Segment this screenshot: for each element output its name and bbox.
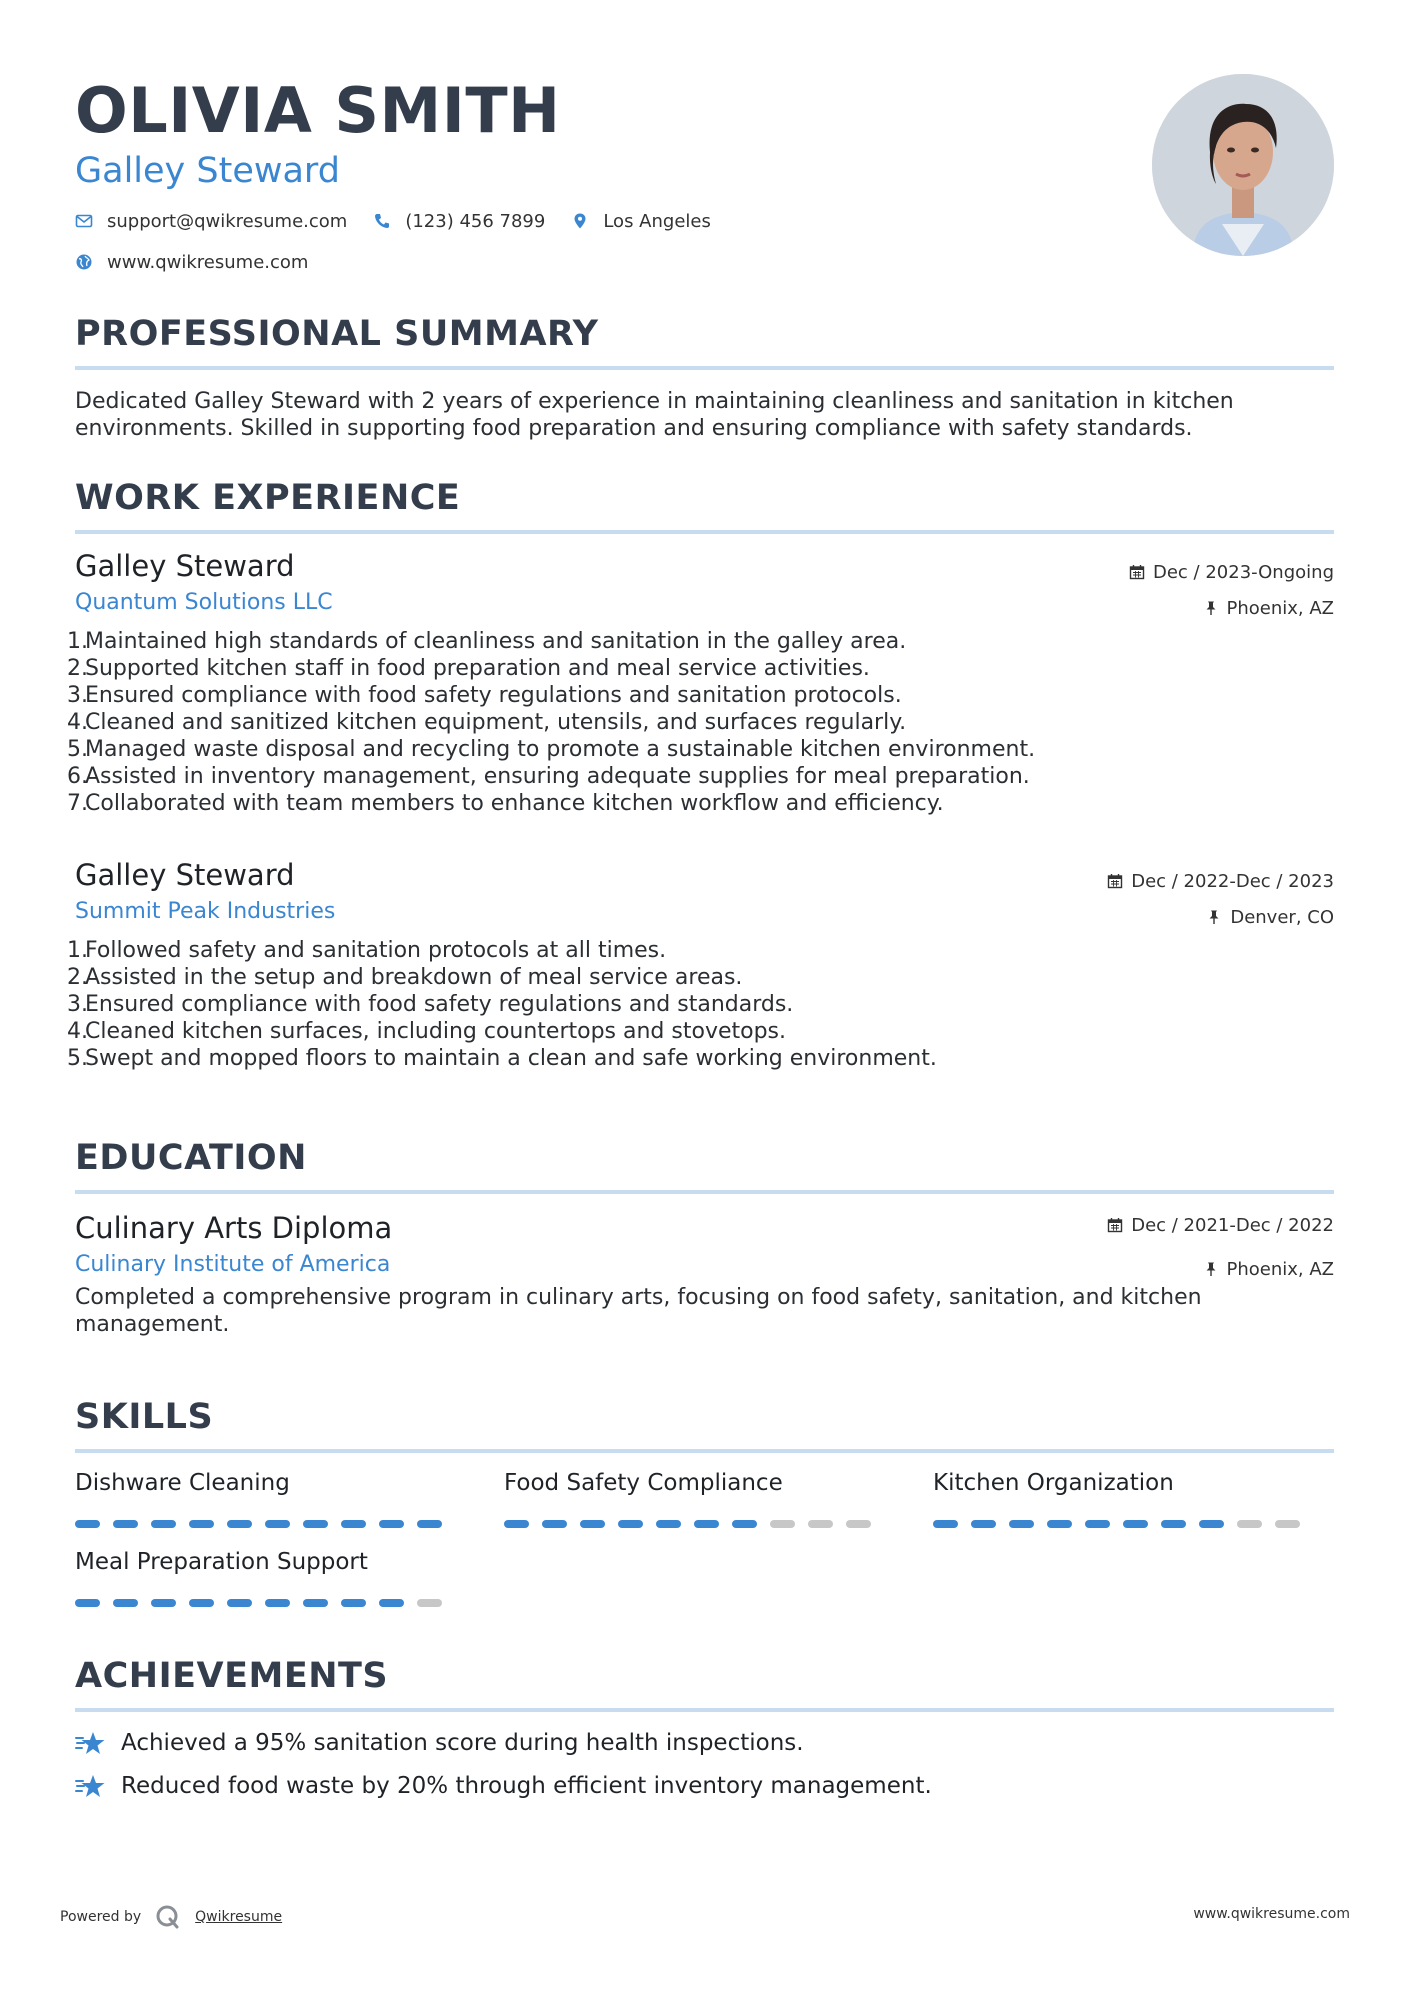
skill-dash-filled <box>1199 1520 1224 1528</box>
portrait-illustration <box>1152 74 1334 256</box>
education-location: Phoenix, AZ <box>1226 1258 1334 1280</box>
skill-dash-filled <box>227 1520 252 1528</box>
skill-level-bar <box>504 1520 884 1528</box>
skill-dash-filled <box>151 1520 176 1528</box>
skill-name: Food Safety Compliance <box>504 1470 783 1496</box>
skill-name: Dishware Cleaning <box>75 1470 290 1496</box>
profile-photo <box>1152 74 1334 256</box>
skill-name: Meal Preparation Support <box>75 1549 368 1575</box>
list-item: 6. Assisted in inventory management, ensuring adequate supplies for meal preparation. <box>67 764 1030 789</box>
map-pin-icon <box>571 212 589 230</box>
school-name: Culinary Institute of America <box>75 1252 391 1277</box>
section-divider <box>75 366 1334 370</box>
list-item: 2. Assisted in the setup and breakdown of meal service areas. <box>67 965 743 990</box>
achievement-item <box>75 1726 1334 1760</box>
list-item: 7. Collaborated with team members to enhance kitchen workflow and efficiency. <box>67 791 944 816</box>
skill-dash-empty <box>417 1599 442 1607</box>
job-company: Summit Peak Industries <box>75 899 336 924</box>
skills-heading: SKILLS <box>75 1397 214 1437</box>
section-divider <box>75 1449 1334 1453</box>
skill-dash-filled <box>189 1599 214 1607</box>
achievements-section <box>75 1654 1334 1812</box>
globe-icon <box>75 253 93 271</box>
skill-dash-filled <box>656 1520 681 1528</box>
pushpin-icon <box>1203 1261 1219 1277</box>
list-item: 1. Followed safety and sanitation protocols at all times. <box>67 938 667 963</box>
skill-dash-empty <box>1275 1520 1300 1528</box>
skill-dash-filled <box>75 1520 100 1528</box>
list-item: 2. Supported kitchen staff in food preparation and meal service activities. <box>67 656 870 681</box>
skill-dash-filled <box>303 1599 328 1607</box>
skill-level-bar <box>75 1599 455 1607</box>
job-date: Dec / 2023-Ongoing <box>1153 561 1334 583</box>
candidate-role: Galley Steward <box>75 151 340 191</box>
skill-dash-filled <box>971 1520 996 1528</box>
education-section <box>75 1136 1334 1194</box>
job-title: Galley Steward <box>75 549 295 583</box>
job-title: Galley Steward <box>75 858 295 892</box>
skill-level-bar <box>75 1520 455 1528</box>
section-divider <box>75 1708 1334 1712</box>
section-divider <box>75 1190 1334 1194</box>
job-location: Denver, CO <box>1230 906 1334 928</box>
list-item: 1. Maintained high standards of cleanliness and sanitation in the galley area. <box>67 629 907 654</box>
brand-link[interactable]: Qwikresume <box>195 1909 283 1925</box>
powered-by-label: Powered by <box>60 1909 142 1925</box>
achievement-text: Achieved a 95% sanitation score during health inspections. <box>121 1730 804 1756</box>
footer-url[interactable]: www.qwikresume.com <box>1193 1906 1350 1922</box>
education-meta <box>1107 1213 1334 1281</box>
skill-dash-filled <box>618 1520 643 1528</box>
skill-dash-filled <box>113 1599 138 1607</box>
skill-dash-filled <box>265 1599 290 1607</box>
calendar-icon <box>1107 1217 1123 1233</box>
skill-dash-filled <box>694 1520 719 1528</box>
job-entry <box>67 548 1334 817</box>
star-badge-icon <box>75 1772 107 1800</box>
skill-dash-filled <box>227 1599 252 1607</box>
list-item: 3. Ensured compliance with food safety regulations and sanitation protocols. <box>67 683 902 708</box>
list-item: 5. Managed waste disposal and recycling to promote a sustainable kitchen environment. <box>67 737 1036 762</box>
candidate-name: OLIVIA SMITH <box>75 74 561 147</box>
skill-dash-empty <box>770 1520 795 1528</box>
skill-dash-filled <box>379 1599 404 1607</box>
skill-dash-filled <box>1085 1520 1110 1528</box>
skill-level-bar <box>933 1520 1313 1528</box>
skill-dash-filled <box>1009 1520 1034 1528</box>
skill-dash-filled <box>303 1520 328 1528</box>
list-item: 5. Swept and mopped floors to maintain a clean and safe working environment. <box>67 1046 937 1071</box>
skill-dash-filled <box>379 1520 404 1528</box>
skill-dash-filled <box>1047 1520 1072 1528</box>
pushpin-icon <box>1203 600 1219 616</box>
page-footer <box>60 1898 1350 1930</box>
work-heading: WORK EXPERIENCE <box>75 478 461 518</box>
achievement-text: Reduced food waste by 20% through efficient inventory management. <box>121 1773 932 1799</box>
achievements-heading: ACHIEVEMENTS <box>75 1656 389 1696</box>
summary-text: Dedicated Galley Steward with 2 years of experience in maintaining cleanliness and sanitation in kitchen environments. Skilled in supporting food preparation and ensuring compliance with safety standards. <box>75 389 1234 441</box>
skill-dash-filled <box>1123 1520 1148 1528</box>
skill-dash-filled <box>732 1520 757 1528</box>
summary-heading: PROFESSIONAL SUMMARY <box>75 314 599 354</box>
job-responsibilities <box>67 937 1334 1072</box>
list-item: 4. Cleaned kitchen surfaces, including countertops and stovetops. <box>67 1019 787 1044</box>
skill-dash-filled <box>341 1520 366 1528</box>
achievement-item <box>75 1769 1334 1803</box>
skill-dash-filled <box>189 1520 214 1528</box>
skill-dash-filled <box>151 1599 176 1607</box>
skill-item <box>75 1468 455 1528</box>
job-meta <box>1107 869 1334 929</box>
skill-dash-filled <box>1161 1520 1186 1528</box>
section-divider <box>75 530 1334 534</box>
skills-section <box>75 1395 1334 1453</box>
job-company: Quantum Solutions LLC <box>75 590 333 615</box>
star-badge-icon <box>75 1729 107 1757</box>
phone-icon <box>373 212 391 230</box>
job-date: Dec / 2022-Dec / 2023 <box>1131 870 1334 892</box>
skill-dash-filled <box>542 1520 567 1528</box>
job-meta <box>1129 560 1334 620</box>
email-text: support@qwikresume.com <box>107 210 348 232</box>
skill-dash-filled <box>265 1520 290 1528</box>
skill-dash-filled <box>113 1520 138 1528</box>
skill-dash-filled <box>504 1520 529 1528</box>
contact-location <box>571 211 711 232</box>
list-item: 4. Cleaned and sanitized kitchen equipment, utensils, and surfaces regularly. <box>67 710 907 735</box>
skill-item <box>75 1547 455 1607</box>
phone-text: (123) 456 7899 <box>405 210 546 232</box>
pushpin-icon <box>1206 909 1222 925</box>
education-description: Completed a comprehensive program in culinary arts, focusing on food safety, sanitation, and kitchen management. <box>75 1285 1202 1337</box>
skill-dash-filled <box>341 1599 366 1607</box>
education-heading: EDUCATION <box>75 1138 307 1178</box>
resume-header <box>75 75 1075 193</box>
job-location: Phoenix, AZ <box>1226 597 1334 619</box>
education-date: Dec / 2021-Dec / 2022 <box>1131 1214 1334 1236</box>
calendar-icon <box>1129 564 1145 580</box>
contact-email[interactable] <box>75 211 347 232</box>
achievements-list <box>75 1726 1334 1803</box>
powered-by <box>60 1904 282 1930</box>
contact-website[interactable] <box>75 252 308 273</box>
contact-phone[interactable] <box>373 211 545 232</box>
skill-dash-filled <box>580 1520 605 1528</box>
calendar-icon <box>1107 873 1123 889</box>
skill-dash-filled <box>933 1520 958 1528</box>
education-entry <box>75 1210 1334 1338</box>
skill-item <box>933 1468 1313 1528</box>
skill-item <box>504 1468 884 1528</box>
skill-dash-empty <box>808 1520 833 1528</box>
job-responsibilities <box>67 628 1334 817</box>
qwikresume-logo-icon <box>155 1904 181 1930</box>
location-text: Los Angeles <box>603 210 711 232</box>
skill-dash-empty <box>1237 1520 1262 1528</box>
skill-dash-empty <box>846 1520 871 1528</box>
work-section <box>75 476 1334 534</box>
envelope-icon <box>75 212 93 230</box>
degree-title: Culinary Arts Diploma <box>75 1211 393 1245</box>
website-text: www.qwikresume.com <box>107 251 309 273</box>
summary-section <box>75 312 1334 442</box>
contact-info <box>75 206 737 288</box>
job-entry <box>67 857 1334 1072</box>
skill-name: Kitchen Organization <box>933 1470 1174 1496</box>
skill-dash-filled <box>75 1599 100 1607</box>
list-item: 3. Ensured compliance with food safety regulations and standards. <box>67 992 794 1017</box>
skill-dash-filled <box>417 1520 442 1528</box>
